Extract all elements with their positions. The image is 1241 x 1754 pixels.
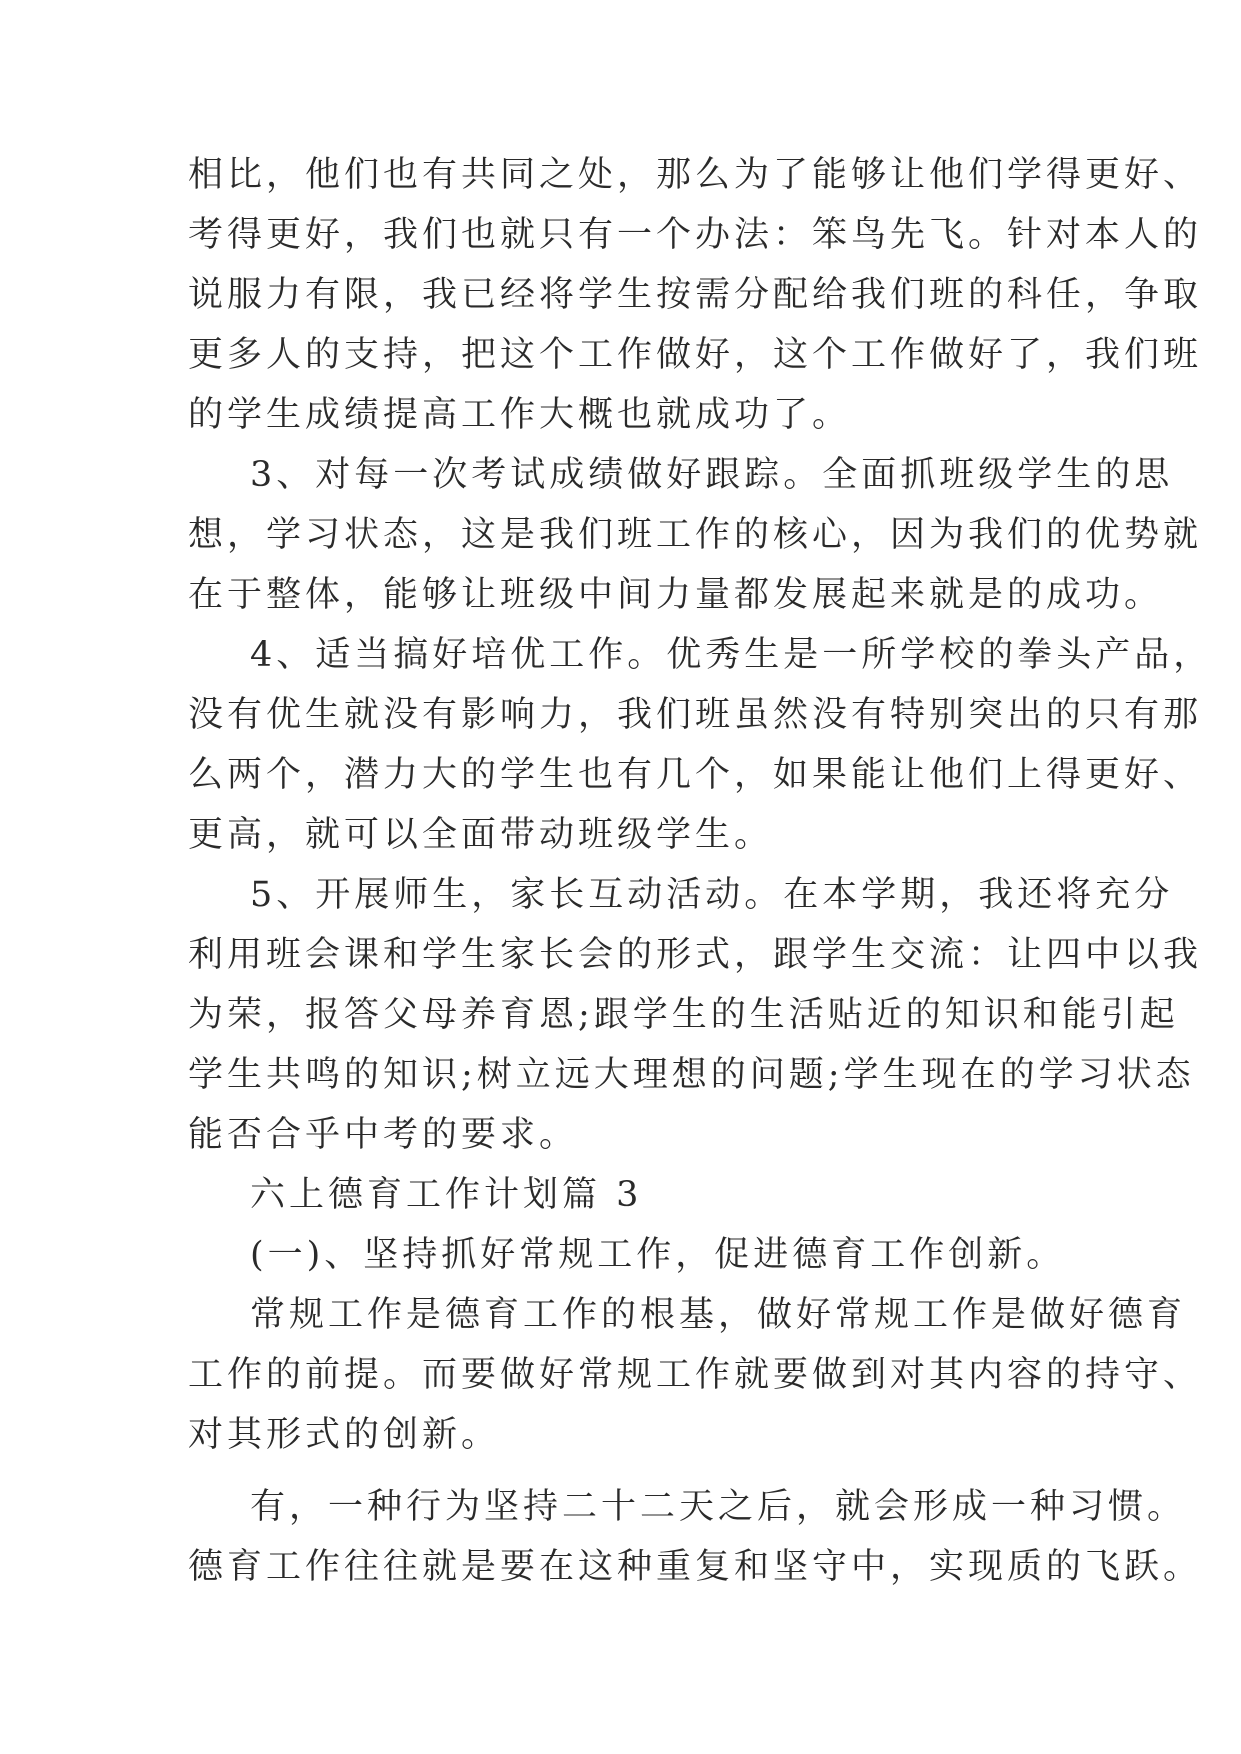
text-line: 为荣，报答父母养育恩;跟学生的生活贴近的知识和能引起: [188, 995, 1179, 1035]
text-line: 考得更好，我们也就只有一个办法：笨鸟先飞。针对本人的: [188, 215, 1203, 255]
text-line: 更高，就可以全面带动班级学生。: [188, 815, 774, 855]
text-line: 学生共鸣的知识;树立远大理想的问题;学生现在的学习状态: [188, 1055, 1195, 1095]
document-body: [188, 145, 1213, 1597]
section-heading: 六上德育工作计划篇 3: [250, 1175, 643, 1215]
text-line: 工作的前提。而要做好常规工作就要做到对其内容的持守、: [188, 1355, 1203, 1395]
text-line: 利用班会课和学生家长会的形式，跟学生交流：让四中以我: [188, 935, 1203, 975]
text-line: 说服力有限，我已经将学生按需分配给我们班的科任，争取: [188, 275, 1203, 315]
text-line: 想，学习状态，这是我们班工作的核心，因为我们的优势就: [188, 515, 1203, 555]
paragraph-first-line: 常规工作是德育工作的根基，做好常规工作是做好德育: [250, 1295, 1187, 1335]
paragraph-first-line: 有，一种行为坚持二十二天之后，就会形成一种习惯。: [250, 1487, 1187, 1527]
text-line: 的学生成绩提高工作大概也就成功了。: [188, 395, 852, 435]
text-line: 能否合乎中考的要求。: [188, 1115, 579, 1155]
text-line: 德育工作往往就是要在这种重复和坚守中，实现质的飞跃。: [188, 1547, 1203, 1587]
paragraph-5-first-line: 5、开展师生，家长互动活动。在本学期，我还将充分: [250, 875, 1174, 915]
subsection-heading: (一)、坚持抓好常规工作，促进德育工作创新。: [250, 1235, 1066, 1275]
text-line: 在于整体，能够让班级中间力量都发展起来就是的成功。: [188, 575, 1164, 615]
paragraph-4-first-line: 4、适当搞好培优工作。优秀生是一所学校的拳头产品，: [250, 635, 1213, 675]
text-line: 么两个，潜力大的学生也有几个，如果能让他们上得更好、: [188, 755, 1203, 795]
text-line: 对其形式的创新。: [188, 1415, 501, 1455]
paragraph-3-first-line: 3、对每一次考试成绩做好跟踪。全面抓班级学生的思: [250, 455, 1174, 495]
text-line: 没有优生就没有影响力，我们班虽然没有特别突出的只有那: [188, 695, 1203, 735]
text-line: 相比，他们也有共同之处，那么为了能够让他们学得更好、: [188, 155, 1203, 195]
text-line: 更多人的支持，把这个工作做好，这个工作做好了，我们班: [188, 335, 1203, 375]
